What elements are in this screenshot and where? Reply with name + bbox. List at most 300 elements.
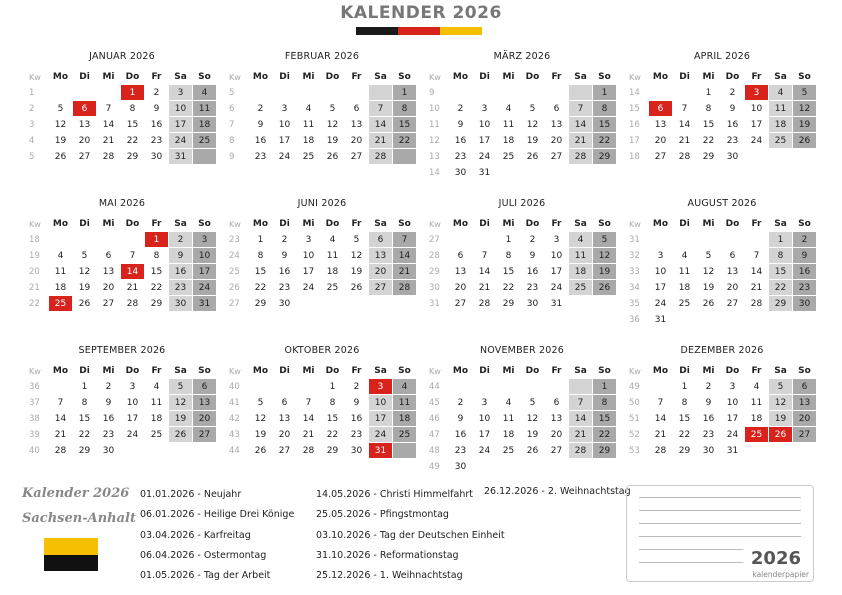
day-cell: 5	[329, 104, 336, 114]
day-cell: 20	[550, 136, 563, 146]
day-cell: 18	[750, 414, 763, 424]
day-cell: 3	[129, 382, 136, 392]
day-cell: 25	[393, 427, 416, 442]
day-cell: 24	[193, 280, 216, 295]
notes-line	[639, 510, 801, 511]
day-empty	[193, 443, 216, 459]
day-cell: 23	[702, 430, 715, 440]
month-0	[27, 50, 217, 165]
day-cell: 30	[278, 299, 291, 309]
week-number: 27	[229, 299, 240, 309]
day-cell: 17	[302, 267, 315, 277]
day-cell: 3	[369, 379, 392, 394]
day-cell: 14	[302, 414, 315, 424]
day-cell: 17	[169, 117, 192, 132]
weekday-header: Mo	[52, 366, 69, 376]
day-cell: 25	[150, 430, 163, 440]
day-cell: 23	[454, 152, 467, 162]
weekday-header: Mi	[302, 366, 315, 376]
day-cell: 6	[281, 398, 288, 408]
day-cell: 16	[254, 136, 267, 146]
day-cell: 16	[169, 264, 192, 279]
day-cell: 13	[78, 120, 91, 130]
weekday-header: Kw	[429, 219, 441, 229]
weekday-header: Fr	[751, 72, 762, 82]
day-empty	[769, 312, 792, 328]
day-cell: 18	[502, 430, 515, 440]
day-cell: 6	[457, 251, 464, 261]
day-cell: 19	[326, 136, 339, 146]
week-number: 21	[29, 283, 40, 293]
day-cell: 14	[369, 117, 392, 132]
weekday-header: Fr	[351, 219, 362, 229]
week-number: 49	[429, 462, 440, 472]
day-empty	[769, 149, 792, 165]
day-cell: 2	[105, 382, 112, 392]
day-cell: 28	[126, 299, 139, 309]
weekday-header: Do	[525, 219, 540, 229]
day-cell: 27	[369, 280, 392, 295]
day-cell: 14	[569, 411, 592, 426]
day-empty	[49, 232, 72, 248]
day-cell: 14	[54, 414, 67, 424]
state-flag-black	[44, 555, 98, 572]
day-cell: 21	[569, 133, 592, 148]
day-cell: 7	[369, 101, 392, 116]
day-cell: 7	[681, 104, 688, 114]
day-cell: 3	[281, 104, 288, 114]
weekday-header: Di	[679, 219, 690, 229]
day-cell: 12	[78, 267, 91, 277]
day-cell: 20	[550, 430, 563, 440]
weekday-header: So	[798, 366, 811, 376]
day-cell: 30	[793, 296, 816, 311]
day-cell: 28	[54, 446, 67, 456]
day-cell: 25	[193, 133, 216, 148]
day-empty	[745, 443, 768, 459]
day-cell: 19	[769, 411, 792, 426]
weekday-header: Sa	[374, 219, 387, 229]
month-6	[427, 197, 617, 312]
day-cell: 4	[753, 382, 760, 392]
day-empty	[121, 443, 144, 459]
weekday-header: Kw	[429, 72, 441, 82]
day-cell: 8	[393, 101, 416, 116]
day-cell: 20	[350, 136, 363, 146]
day-cell: 12	[526, 120, 539, 130]
day-cell: 29	[593, 443, 616, 458]
week-number: 44	[229, 446, 240, 456]
day-cell: 28	[654, 446, 667, 456]
day-cell: 5	[793, 85, 816, 100]
weekday-header: Do	[125, 72, 140, 82]
day-cell: 21	[393, 264, 416, 279]
day-cell: 8	[129, 104, 136, 114]
day-cell: 26	[593, 280, 616, 295]
day-cell: 13	[793, 395, 816, 410]
month-name: APRIL 2026	[693, 51, 751, 62]
day-cell: 28	[478, 299, 491, 309]
weekday-header: Fr	[151, 366, 162, 376]
day-cell: 5	[57, 104, 64, 114]
weekday-header: Mi	[102, 72, 115, 82]
weekday-header: Do	[325, 366, 340, 376]
day-empty	[297, 85, 320, 101]
day-cell: 2	[705, 382, 712, 392]
day-cell: 21	[302, 430, 315, 440]
day-empty	[497, 85, 520, 101]
day-cell: 18	[569, 264, 592, 279]
day-cell: 10	[302, 251, 315, 261]
day-cell: 2	[353, 382, 360, 392]
day-cell: 8	[681, 398, 688, 408]
weekday-header: Kw	[29, 72, 41, 82]
week-number: 10	[429, 104, 440, 114]
german-flag-bar	[356, 27, 482, 35]
week-number: 19	[29, 251, 40, 261]
weekday-header: Mi	[502, 219, 515, 229]
day-cell: 27	[454, 299, 467, 309]
weekday-header: So	[798, 219, 811, 229]
week-number: 26	[229, 283, 240, 293]
weekday-header: Di	[679, 366, 690, 376]
holiday-entry: 06.04.2026 - Ostermontag	[140, 549, 267, 561]
weekday-header: So	[598, 366, 611, 376]
day-cell: 9	[457, 120, 464, 130]
day-cell: 15	[702, 120, 715, 130]
day-cell: 8	[505, 251, 512, 261]
weekday-header: Mo	[52, 72, 69, 82]
day-cell: 23	[726, 136, 739, 146]
day-cell: 12	[254, 414, 267, 424]
day-cell: 5	[257, 398, 264, 408]
day-cell: 9	[105, 398, 112, 408]
day-cell: 28	[678, 152, 691, 162]
week-number: 35	[629, 299, 640, 309]
day-cell: 15	[126, 120, 139, 130]
day-cell: 15	[593, 411, 616, 426]
day-cell: 25	[502, 152, 515, 162]
page-title: KALENDER 2026	[340, 3, 502, 23]
notes-brand: kalenderpapier	[752, 570, 809, 579]
day-cell: 9	[153, 104, 160, 114]
day-cell: 11	[302, 120, 315, 130]
day-cell: 15	[326, 414, 339, 424]
week-number: 48	[429, 446, 440, 456]
month-name: MÄRZ 2026	[493, 51, 551, 62]
day-cell: 24	[478, 152, 491, 162]
day-cell: 2	[793, 232, 816, 247]
day-cell: 8	[257, 251, 264, 261]
month-days	[627, 69, 817, 165]
day-cell: 31	[193, 296, 216, 311]
weekday-header: Sa	[774, 366, 787, 376]
day-cell: 22	[126, 136, 139, 146]
month-name: DEZEMBER 2026	[680, 345, 764, 356]
day-cell: 21	[126, 283, 139, 293]
day-cell: 20	[454, 283, 467, 293]
day-empty	[473, 459, 496, 475]
day-cell: 14	[678, 120, 691, 130]
week-number: 49	[629, 382, 640, 392]
week-number: 14	[629, 88, 640, 98]
day-cell: 2	[257, 104, 264, 114]
day-cell: 11	[769, 101, 792, 116]
day-cell: 27	[550, 446, 563, 456]
day-empty	[473, 232, 496, 248]
day-cell: 6	[353, 104, 360, 114]
state-flag	[44, 538, 98, 571]
day-cell: 25	[49, 296, 72, 311]
day-cell: 27	[654, 152, 667, 162]
day-cell: 4	[329, 235, 336, 245]
day-empty	[673, 232, 696, 248]
week-number: 28	[429, 251, 440, 261]
day-cell: 16	[702, 414, 715, 424]
day-cell: 23	[278, 283, 291, 293]
weekday-header: Sa	[174, 366, 187, 376]
weekday-header: Kw	[229, 366, 241, 376]
day-empty	[697, 312, 720, 328]
notes-line	[639, 536, 801, 537]
day-cell: 11	[393, 395, 416, 410]
weekday-header: So	[598, 72, 611, 82]
weekday-header: Di	[679, 72, 690, 82]
week-number: 18	[629, 152, 640, 162]
month-days	[27, 69, 217, 165]
day-cell: 18	[502, 136, 515, 146]
day-cell: 24	[750, 136, 763, 146]
weekday-header: Do	[125, 219, 140, 229]
day-cell: 7	[657, 398, 664, 408]
day-cell: 11	[54, 267, 67, 277]
weekday-header: Fr	[151, 219, 162, 229]
day-cell: 26	[526, 152, 539, 162]
day-cell: 17	[750, 120, 763, 130]
footer-title: Kalender 2026	[22, 486, 130, 501]
day-cell: 19	[702, 283, 715, 293]
weekday-header: Mo	[252, 366, 269, 376]
day-empty	[193, 149, 216, 164]
day-cell: 7	[569, 101, 592, 116]
day-cell: 4	[193, 85, 216, 100]
week-number: 12	[429, 136, 440, 146]
month-2	[427, 50, 617, 181]
weekday-header: Mi	[302, 72, 315, 82]
day-empty	[593, 459, 616, 475]
day-cell: 12	[702, 267, 715, 277]
day-cell: 30	[702, 446, 715, 456]
day-cell: 12	[54, 120, 67, 130]
week-number: 5	[29, 152, 35, 162]
day-empty	[521, 459, 544, 475]
day-empty	[745, 312, 768, 328]
day-empty	[449, 85, 472, 101]
day-empty	[569, 296, 592, 312]
notes-line	[639, 562, 743, 563]
week-number: 4	[29, 136, 35, 146]
day-empty	[497, 165, 520, 181]
day-cell: 3	[745, 85, 768, 100]
day-empty	[521, 379, 544, 395]
day-empty	[545, 85, 568, 101]
day-cell: 6	[369, 232, 392, 247]
day-cell: 24	[169, 133, 192, 148]
day-cell: 21	[54, 430, 67, 440]
day-empty	[673, 312, 696, 328]
day-cell: 29	[126, 152, 139, 162]
day-cell: 31	[550, 299, 563, 309]
week-number: 52	[629, 430, 640, 440]
week-number: 46	[429, 414, 440, 424]
weekday-header: Mo	[452, 72, 469, 82]
notes-line	[639, 523, 801, 524]
month-name: NOVEMBER 2026	[479, 345, 565, 356]
week-number: 25	[229, 267, 240, 277]
day-cell: 15	[150, 267, 163, 277]
day-cell: 30	[454, 462, 467, 472]
day-cell: 12	[169, 395, 192, 410]
day-cell: 12	[326, 120, 339, 130]
day-cell: 3	[169, 85, 192, 100]
day-cell: 21	[654, 430, 667, 440]
day-cell: 11	[678, 267, 691, 277]
weekday-header: Mo	[52, 219, 69, 229]
day-cell: 27	[193, 427, 216, 442]
day-empty	[793, 149, 816, 165]
day-cell: 28	[569, 443, 592, 458]
week-number: 37	[29, 398, 40, 408]
day-empty	[649, 232, 672, 248]
day-cell: 16	[526, 267, 539, 277]
day-cell: 23	[793, 280, 816, 295]
week-number: 7	[229, 120, 235, 130]
week-number: 34	[629, 283, 640, 293]
day-cell: 26	[54, 152, 67, 162]
day-cell: 4	[769, 85, 792, 100]
day-cell: 8	[153, 251, 160, 261]
day-cell: 14	[102, 120, 115, 130]
day-cell: 28	[369, 149, 392, 164]
notes-year: 2026	[750, 548, 801, 569]
weekday-header: Mo	[652, 219, 669, 229]
day-empty	[273, 85, 296, 101]
weekday-header: Sa	[174, 72, 187, 82]
day-cell: 29	[678, 446, 691, 456]
day-cell: 29	[502, 299, 515, 309]
day-empty	[793, 312, 816, 328]
day-cell: 10	[169, 101, 192, 116]
day-cell: 14	[478, 267, 491, 277]
day-cell: 18	[302, 136, 315, 146]
month-name: JULI 2026	[498, 198, 546, 209]
day-cell: 21	[369, 133, 392, 148]
day-cell: 6	[793, 379, 816, 394]
day-cell: 23	[254, 152, 267, 162]
month-days	[627, 216, 817, 328]
day-cell: 20	[102, 283, 115, 293]
day-cell: 26	[769, 427, 792, 442]
day-cell: 8	[705, 104, 712, 114]
day-empty	[473, 379, 496, 395]
day-cell: 27	[102, 299, 115, 309]
week-number: 11	[429, 120, 440, 130]
month-days	[427, 216, 617, 312]
weekday-header: Fr	[551, 366, 562, 376]
day-cell: 13	[102, 267, 115, 277]
day-cell: 20	[726, 283, 739, 293]
day-cell: 21	[478, 283, 491, 293]
day-cell: 19	[78, 283, 91, 293]
day-cell: 3	[481, 398, 488, 408]
day-cell: 10	[478, 120, 491, 130]
day-empty	[49, 85, 72, 101]
day-cell: 11	[502, 414, 515, 424]
day-empty	[345, 296, 368, 312]
day-cell: 13	[369, 248, 392, 263]
day-cell: 17	[478, 136, 491, 146]
week-number: 15	[629, 104, 640, 114]
day-cell: 6	[553, 104, 560, 114]
day-cell: 14	[393, 248, 416, 263]
day-cell: 25	[326, 283, 339, 293]
week-number: 39	[29, 430, 40, 440]
day-empty	[297, 296, 320, 312]
day-cell: 5	[529, 104, 536, 114]
day-cell: 23	[350, 430, 363, 440]
day-empty	[369, 296, 392, 312]
weekday-header: Mi	[102, 366, 115, 376]
day-cell: 10	[726, 398, 739, 408]
day-empty	[97, 85, 120, 101]
state-flag-yellow	[44, 538, 98, 555]
weekday-header: So	[398, 366, 411, 376]
day-cell: 6	[553, 398, 560, 408]
day-cell: 7	[569, 395, 592, 410]
day-cell: 4	[681, 251, 688, 261]
day-cell: 22	[78, 430, 91, 440]
holiday-entry: 25.12.2026 - 1. Weihnachtstag	[316, 570, 463, 582]
flag-stripe-red	[398, 27, 440, 35]
day-cell: 26	[793, 133, 816, 148]
day-cell: 19	[793, 117, 816, 132]
month-days	[427, 363, 617, 475]
week-number: 9	[229, 152, 235, 162]
weekday-header: Mi	[302, 219, 315, 229]
day-cell: 16	[793, 264, 816, 279]
day-cell: 1	[257, 235, 264, 245]
day-empty	[97, 232, 120, 248]
day-cell: 19	[254, 430, 267, 440]
day-empty	[393, 296, 416, 312]
day-cell: 13	[193, 395, 216, 410]
day-cell: 30	[350, 446, 363, 456]
day-cell: 24	[478, 446, 491, 456]
day-cell: 29	[150, 299, 163, 309]
day-cell: 20	[193, 411, 216, 426]
day-cell: 10	[369, 395, 392, 410]
month-days	[227, 363, 417, 459]
day-cell: 9	[529, 251, 536, 261]
day-cell: 27	[78, 152, 91, 162]
day-cell: 22	[254, 283, 267, 293]
day-cell: 24	[302, 283, 315, 293]
day-cell: 5	[81, 251, 88, 261]
week-number: 50	[629, 398, 640, 408]
day-cell: 17	[369, 411, 392, 426]
holiday-entry: 25.05.2026 - Pfingstmontag	[316, 509, 449, 521]
day-cell: 2	[153, 88, 160, 98]
